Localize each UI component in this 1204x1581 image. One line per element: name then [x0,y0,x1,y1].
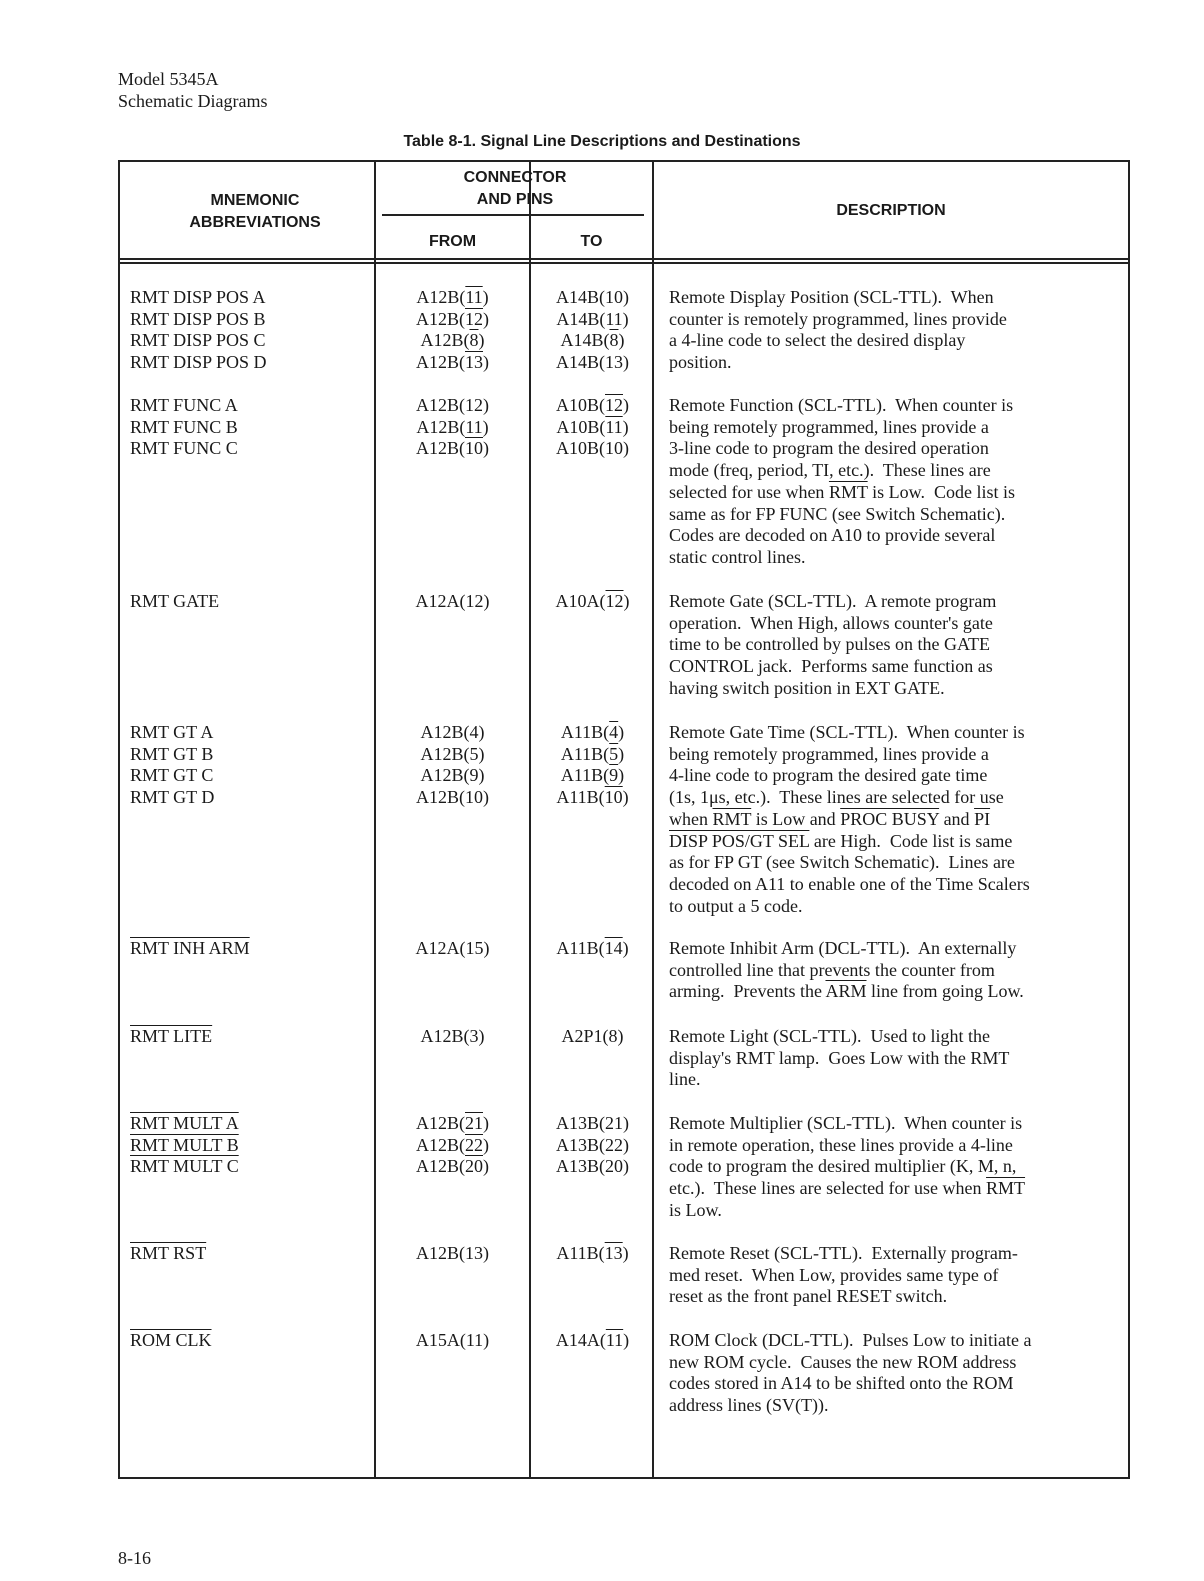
description-line: address lines (SV(T)). [669,1395,829,1416]
pin-number: 10 [605,438,623,459]
pin-number: 21 [465,1113,483,1133]
from-pin: A15A(11) [415,1330,490,1350]
from-pin: A12B(22) [416,1134,489,1155]
pin-number: 4 [609,722,619,742]
description-line: codes stored in A14 to be shifted onto the ROM [669,1373,1014,1394]
from-pin: A12B(9) [420,765,485,786]
pin-number: 12 [465,591,484,611]
header-rule [120,258,1128,260]
description-line: arming. Prevents the $\overline{ARM}$ line from going Low. [669,981,1024,1002]
from-pin: A12B(20) [416,1156,489,1177]
mnemonic: RMT GT C [130,765,214,786]
from-cell [375,591,530,613]
mnemonic-cell [130,287,267,374]
description-line: Remote Multiplier (SCL-TTL). When counter is [669,1113,1023,1133]
description-line: as for FP GT (see Switch Schematic). Lines are [669,852,1015,873]
description-cell [669,591,996,700]
description-line: Remote Gate Time (SCL-TTL). When counter is [669,722,1025,742]
description-line: CONTROL jack. Performs same function as [669,656,993,677]
header-rule [120,262,1128,264]
signal-table [118,160,1130,1479]
description-line: when $\overline{RMT}$ is Low and PROC BUSY and $\overline{PI}$ [669,808,991,829]
mnemonic: RMT DISP POS C [130,330,266,351]
from-pin: A12B(11) [416,416,489,437]
from-pin: A12A(12) [415,591,490,611]
description-line: selected for use when $\overline{RMT}$ is Low. Code list is [669,481,1015,502]
mnemonic: RMT DISP POS A [130,287,266,307]
from-pin: A12B(21) [416,1113,489,1133]
from-cell [375,1026,530,1048]
pin-number: 22 [465,1134,483,1155]
description-line: Remote Reset (SCL-TTL). Externally program- [669,1243,1018,1263]
description-cell [669,1113,1025,1222]
description-line: Remote Function (SCL-TTL). When counter is [669,395,1014,415]
mnemonic-cell [130,1243,206,1265]
to-cell [530,395,655,460]
pin-number: 22 [605,1134,623,1155]
to-cell [530,287,655,374]
description-line: decoded on A11 to enable one of the Time Scalers [669,873,1030,894]
to-pin: A10B(12) [556,395,629,415]
from-cell [375,1243,530,1265]
mnemonic: RMT DISP POS B [130,308,266,329]
to-pin: A14B(8) [560,330,625,351]
description-line: a 4-line code to select the desired display [669,330,966,351]
to-cell [530,1243,655,1265]
to-pin: A11B(5) [560,743,625,764]
to-pin: A10B(11) [556,416,629,437]
pin-number: 11 [605,416,623,437]
description-header: DESCRIPTION [836,202,946,219]
description-line: Remote Display Position (SCL-TTL). When [669,287,994,307]
mnemonic: RMT INH ARM [130,938,250,958]
description-line: etc.). These lines are selected for use when $\overline{RMT}$ [669,1178,1026,1199]
page-number: 8-16 [118,1548,151,1568]
pin-number: 12 [605,395,623,415]
pin-number: 9 [609,765,619,786]
from-cell [375,395,530,460]
overlined-signal: $\overline{ARM}$ [825,981,867,1002]
pin-number: 8 [609,330,619,351]
overlined-signal: DISP POS/GT SEL [669,830,810,851]
to-pin: A14A(11) [555,1330,630,1350]
connector-rule [382,214,644,216]
to-pin: A13B(20) [556,1156,629,1177]
pin-number: 10 [465,787,483,808]
to-cell [530,591,655,613]
from-pin: A12B(5) [420,743,485,764]
mnemonic: RMT GATE [130,591,220,611]
description-line: reset as the front panel RESET switch. [669,1286,948,1307]
pin-number: 12 [465,308,483,329]
pin-number: 13 [465,1243,483,1263]
to-cell [530,1330,655,1352]
description-line: mode (freq, period, TI, etc.). These lines are [669,460,991,481]
to-header: TO [580,233,603,250]
description-line: new ROM cycle. Causes the new ROM address [669,1351,1017,1372]
pin-number: 20 [605,1156,623,1177]
to-pin: A2P1(8) [561,1026,624,1046]
pin-number: 10 [605,287,623,307]
pin-number: 9 [469,765,479,786]
from-cell [375,722,530,809]
description-line: Remote Gate (SCL-TTL). A remote program [669,591,997,611]
description-cell [669,1330,1031,1417]
description-line: controlled line that prevents the counter from [669,959,995,980]
from-pin: A12B(13) [416,352,489,373]
to-cell [530,722,655,809]
mnemonic: RMT FUNC C [130,438,238,459]
pin-number: 13 [604,1243,623,1263]
description-cell [669,1026,1009,1091]
to-pin: A11B(4) [560,722,625,742]
mnemonic-cell [130,1113,239,1178]
pin-number: 11 [605,1330,624,1350]
to-pin: A11B(13) [556,1243,629,1263]
to-pin: A10A(12) [555,591,630,611]
from-cell [375,1113,530,1178]
from-pin: A12B(4) [420,722,485,742]
description-line: code to program the desired multiplier (K, M, n, [669,1156,1017,1177]
pin-number: 8 [608,1026,618,1046]
description-line: DISP POS/GT SEL are High. Code list is same [669,830,1013,851]
section-header: Schematic Diagrams [118,91,268,111]
description-line: med reset. When Low, provides same type of [669,1264,999,1285]
mnemonic-cell [130,722,214,809]
description-line: position. [669,352,732,373]
pin-number: 12 [605,591,624,611]
description-line: having switch position in EXT GATE. [669,677,945,698]
mnemonic: RMT LITE [130,1026,213,1046]
from-pin: A12B(3) [420,1026,485,1046]
from-pin: A12B(12) [416,308,489,329]
mnemonic-cell [130,591,219,613]
from-cell [375,287,530,374]
overlined-signal: PROC BUSY [840,808,940,829]
mnemonic: ROM CLK [130,1330,212,1350]
pin-number: 3 [469,1026,479,1046]
description-line: being remotely programmed, lines provide a [669,743,989,764]
description-line: is Low. [669,1199,722,1220]
table-caption: Table 8-1. Signal Line Descriptions and Destinations [403,133,801,150]
mnemonic-cell [130,1330,212,1352]
to-pin: A10B(10) [556,438,629,459]
mnemonic-cell [130,1026,212,1048]
from-cell [375,938,530,960]
mnemonic: RMT DISP POS D [130,352,267,373]
mnemonic-cell [130,938,250,960]
description-line: operation. When High, allows counter's gate [669,612,993,633]
pin-number: 8 [469,330,479,351]
to-pin: A13B(22) [556,1134,629,1155]
description-cell [669,1243,1018,1308]
description-line: being remotely programmed, lines provide a [669,416,989,437]
mnemonic: RMT MULT C [130,1156,239,1177]
mnemonic: RMT GT A [130,722,214,742]
pin-number: 10 [465,438,483,459]
description-line: line. [669,1069,701,1090]
mnemonic: RMT MULT A [130,1113,239,1133]
description-line: counter is remotely programmed, lines provide [669,308,1007,329]
to-cell [530,1026,655,1048]
pin-number: 11 [465,287,483,307]
pin-number: 5 [469,743,479,764]
from-pin: A12B(10) [416,787,489,808]
description-line: time to be controlled by pulses on the GATE [669,634,990,655]
description-line: 3-line code to program the desired operation [669,438,989,459]
from-cell [375,1330,530,1352]
mnemonic: RMT FUNC B [130,416,238,437]
pin-number: 15 [465,938,484,958]
from-pin: A12B(10) [416,438,489,459]
description-line: static control lines. [669,546,806,567]
pin-number: 21 [605,1113,623,1133]
from-pin: A12A(15) [415,938,490,958]
description-cell [669,722,1030,917]
overlined-signal: $\overline{RMT}$ [986,1178,1026,1199]
description-line: 4-line code to program the desired gate time [669,765,988,786]
mnemonic: RMT FUNC A [130,395,238,415]
to-pin: A11B(9) [560,765,625,786]
pin-number: 14 [604,938,623,958]
overlined-signal: $\overline{RMT}$ [828,481,868,502]
pin-number: 10 [604,787,623,808]
to-pin: A14B(11) [556,308,629,329]
description-cell [669,287,1007,374]
mnemonic: RMT GT B [130,743,214,764]
from-pin: A12B(8) [420,330,485,351]
to-pin: A14B(13) [556,352,629,373]
description-cell [669,395,1015,569]
to-cell [530,938,655,960]
description-line: display's RMT lamp. Goes Low with the RMT [669,1047,1010,1068]
pin-number: 13 [605,352,623,373]
pin-number: 13 [465,352,483,373]
description-cell [669,938,1024,1003]
mnemonic-header: MNEMONIC ABBREVIATIONS [189,192,321,231]
description-line: Remote Inhibit Arm (DCL-TTL). An externally [669,938,1017,958]
description-line: in remote operation, these lines provide a 4-line [669,1134,1013,1155]
pin-number: 11 [465,416,483,437]
description-line: ROM Clock (DCL-TTL). Pulses Low to initiate a [669,1330,1032,1350]
to-pin: A11B(14) [556,938,629,958]
to-pin: A13B(21) [556,1113,629,1133]
description-line: Remote Light (SCL-TTL). Used to light the [669,1026,990,1046]
mnemonic: RMT RST [130,1243,207,1263]
to-pin: A14B(10) [556,287,629,307]
mnemonic-cell [130,395,238,460]
pin-number: 11 [465,1330,484,1350]
from-pin: A12B(13) [416,1243,489,1263]
from-pin: A12B(11) [416,287,489,307]
from-header: FROM [428,233,477,250]
mnemonic: RMT GT D [130,787,215,808]
connector-header: CONNECTOR AND PINS [463,169,567,208]
from-pin: A12B(12) [416,395,489,415]
description-line: same as for FP FUNC (see Switch Schematic). [669,503,1006,524]
pin-number: 5 [609,743,619,764]
description-line: to output a 5 code. [669,895,803,916]
overlined-signal: $\overline{RMT}$ [712,808,752,829]
pin-number: 11 [605,308,623,329]
pin-number: 20 [465,1156,483,1177]
pin-number: 12 [465,395,483,415]
overlined-signal: $\overline{PI}$ [974,808,991,829]
pin-number: 4 [469,722,479,742]
description-line: Codes are decoded on A10 to provide several [669,525,996,546]
to-cell [530,1113,655,1178]
model-header: Model 5345A [118,69,219,89]
description-line: (1s, 1μs, etc.). These lines are selected for use [669,787,1004,808]
mnemonic: RMT MULT B [130,1134,239,1155]
to-pin: A11B(10) [556,787,629,808]
